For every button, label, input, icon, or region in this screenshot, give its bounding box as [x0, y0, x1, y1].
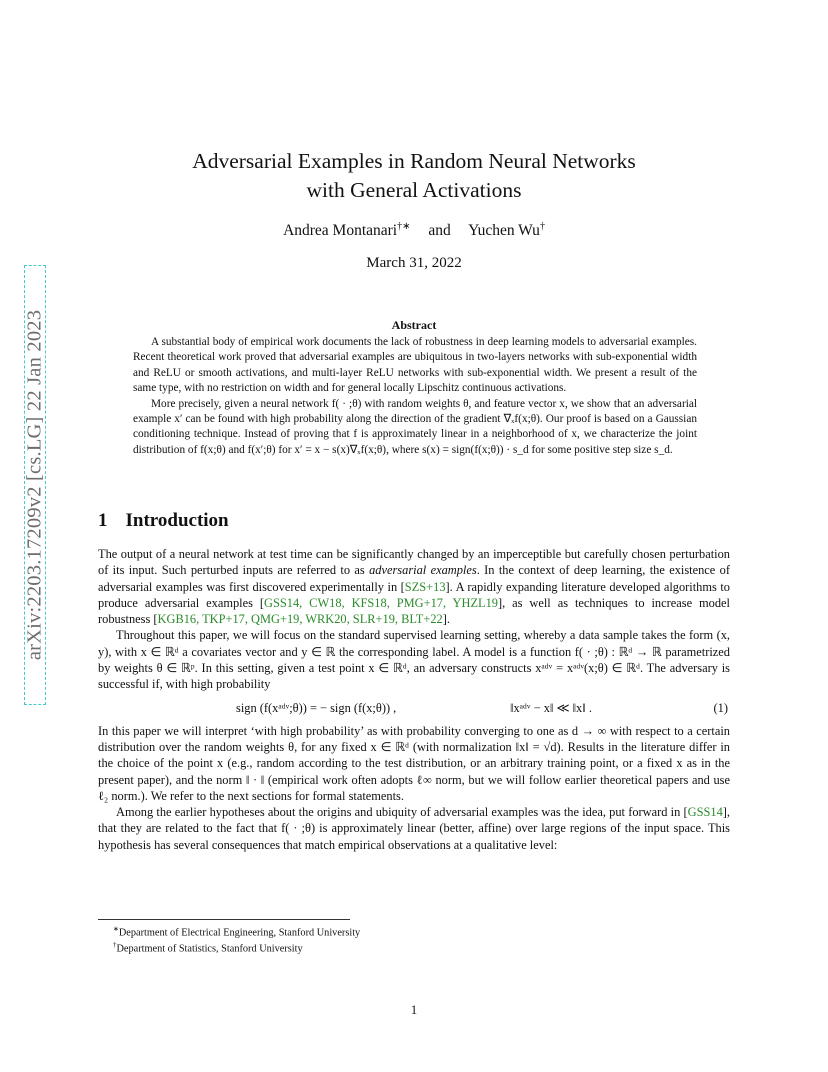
citation-link[interactable]: GSS14, CW18, KFS18, PMG+17, YHZL19	[264, 595, 498, 610]
section-heading	[98, 510, 229, 532]
citation-link[interactable]: GSS14	[687, 805, 723, 820]
text-run: . In the context of deep learning, the existence of adversarial examples was first discovered experimentally in [	[98, 563, 730, 594]
abstract-paragraph-2: More precisely, given a neural network f( · ;θ) with random weights θ, and feature vector x, we show that an adversarial example x′ can be found with high probability along the direction of the gradient ∇ₓf(x;θ). Our proof is based on a Gaussian conditioning technique. Instead of proving that f is approximately linear in a neighborhood of x, we characterize the joint distribution of f(x;θ) and f(x′;θ) for x′ = x − s(x)∇ₓf(x;θ), where s(x) = sign(f(x;θ)) · s_d for some positive step size s_d.	[133, 397, 697, 456]
equation-1	[98, 695, 730, 721]
text-run: ], as well as techniques to increase model robustness [	[98, 595, 730, 627]
intro-paragraph-3: In this paper we will interpret ‘with high probability’ as with probability converging to one as d → ∞ with respect to a certain distribution over the random weights θ, for any fixed x ∈ ℝᵈ (with normalization ‖x‖ = √d). Results in the literature differ in the choice of the point x (e.g., random according to the test distribution, or an arbitrary training point, or a fixed x as in the present paper), and the norm ‖ · ‖ (empirical work often adopts ℓ∞ norm, but we will follow earlier theoretical papers and use ℓ₂ norm.). We refer to the next sections for formal statements.	[98, 723, 730, 803]
section-title: Introduction	[125, 510, 229, 531]
footnote-1-mark: ∗	[113, 925, 119, 933]
equation-lhs: sign (f(xᵃᵈᵛ;θ)) = − sign (f(x;θ)) ,	[236, 700, 397, 715]
page-number: 1	[410, 1003, 418, 1017]
arxiv-stamp-text: arXiv:2203.17209v2 [cs.LG] 22 Jan 2023	[23, 309, 46, 661]
paper-title	[100, 147, 728, 205]
equation-rhs: ‖xᵃᵈᵛ − x‖ ≪ ‖x‖ .	[510, 700, 592, 715]
text-run: Among the earlier hypotheses about the origins and ubiquity of adversarial examples was the idea, put forward in [	[116, 805, 688, 820]
paper-date: March 31, 2022	[366, 255, 462, 271]
author-conjunction: and	[428, 222, 451, 240]
arxiv-stamp	[24, 265, 46, 705]
abstract-heading: Abstract	[391, 318, 437, 332]
footnote-2-text: Department of Statistics, Stanford University	[116, 943, 303, 955]
text-run: ]. A rapidly expanding literature developed algorithms to produce adversarial examples [	[98, 579, 730, 610]
body-text	[98, 546, 730, 853]
title-line-1: Adversarial Examples in Random Neural Networks	[192, 149, 636, 173]
footnote-1	[113, 923, 360, 939]
footnote-2-mark: †	[113, 941, 117, 950]
text-run: The output of a neural network at test time can be significantly changed by an imperceptible but carefully chosen perturbation of its input. Such perturbed inputs are referred to as	[98, 547, 730, 578]
intro-paragraph-4	[98, 804, 730, 853]
abstract-paragraph-1: A substantial body of empirical work documents the lack of robustness in deep learning models to adversarial examples. Recent theoretical work proved that adversarial examples are ubiquitous in two-layers networks with sub-exponential width and ReLU or smooth activations, and multi-layer ReLU networks with sub-exponential width. We present a result of the same type, with no restriction on width and for general locally Lipschitz continuous activations.	[133, 336, 697, 395]
footnotes	[113, 923, 360, 956]
footnote-rule	[98, 919, 350, 920]
citation-link[interactable]: KGB16, TKP+17, QMG+19, WRK20, SLR+19, BLT+22	[157, 612, 443, 627]
footnote-2	[113, 939, 360, 955]
text-run: ].	[442, 612, 450, 627]
author-1-marks: †∗	[397, 221, 411, 232]
author-2-marks: †	[539, 221, 545, 232]
intro-paragraph-1	[98, 546, 730, 627]
abstract	[133, 335, 697, 458]
footnote-1-text: Department of Electrical Engineering, Stanford University	[118, 927, 361, 939]
equation-tag: (1)	[713, 700, 728, 715]
author-1: Andrea Montanari	[283, 222, 398, 240]
emphasis-adversarial-examples: adversarial examples	[369, 563, 477, 578]
author-line	[100, 221, 728, 240]
intro-paragraph-2: Throughout this paper, we will focus on the standard supervised learning setting, whereby a data sample takes the form (x, y), with x ∈ ℝᵈ a covariates vector and y ∈ ℝ the corresponding label. A model is a function f( · ;θ) : ℝᵈ → ℝ parametrized by weights θ ∈ ℝᵖ. In this setting, given a test point x ∈ ℝᵈ, an adversary constructs xᵃᵈᵛ = xᵃᵈᵛ(x;θ) ∈ ℝᵈ. The adversary is successful if, with high probability	[98, 628, 730, 692]
text-run: ], that they are related to the fact that f( · ;θ) is approximately linear (better, affine) over large regions of the input space. This hypothesis has several consequences that match empirical observations at a qualitative level:	[98, 805, 730, 852]
citation-link[interactable]: SZS+13	[404, 579, 446, 594]
author-2: Yuchen Wu	[468, 222, 540, 240]
section-number: 1	[98, 510, 108, 531]
title-line-2: with General Activations	[306, 178, 522, 202]
